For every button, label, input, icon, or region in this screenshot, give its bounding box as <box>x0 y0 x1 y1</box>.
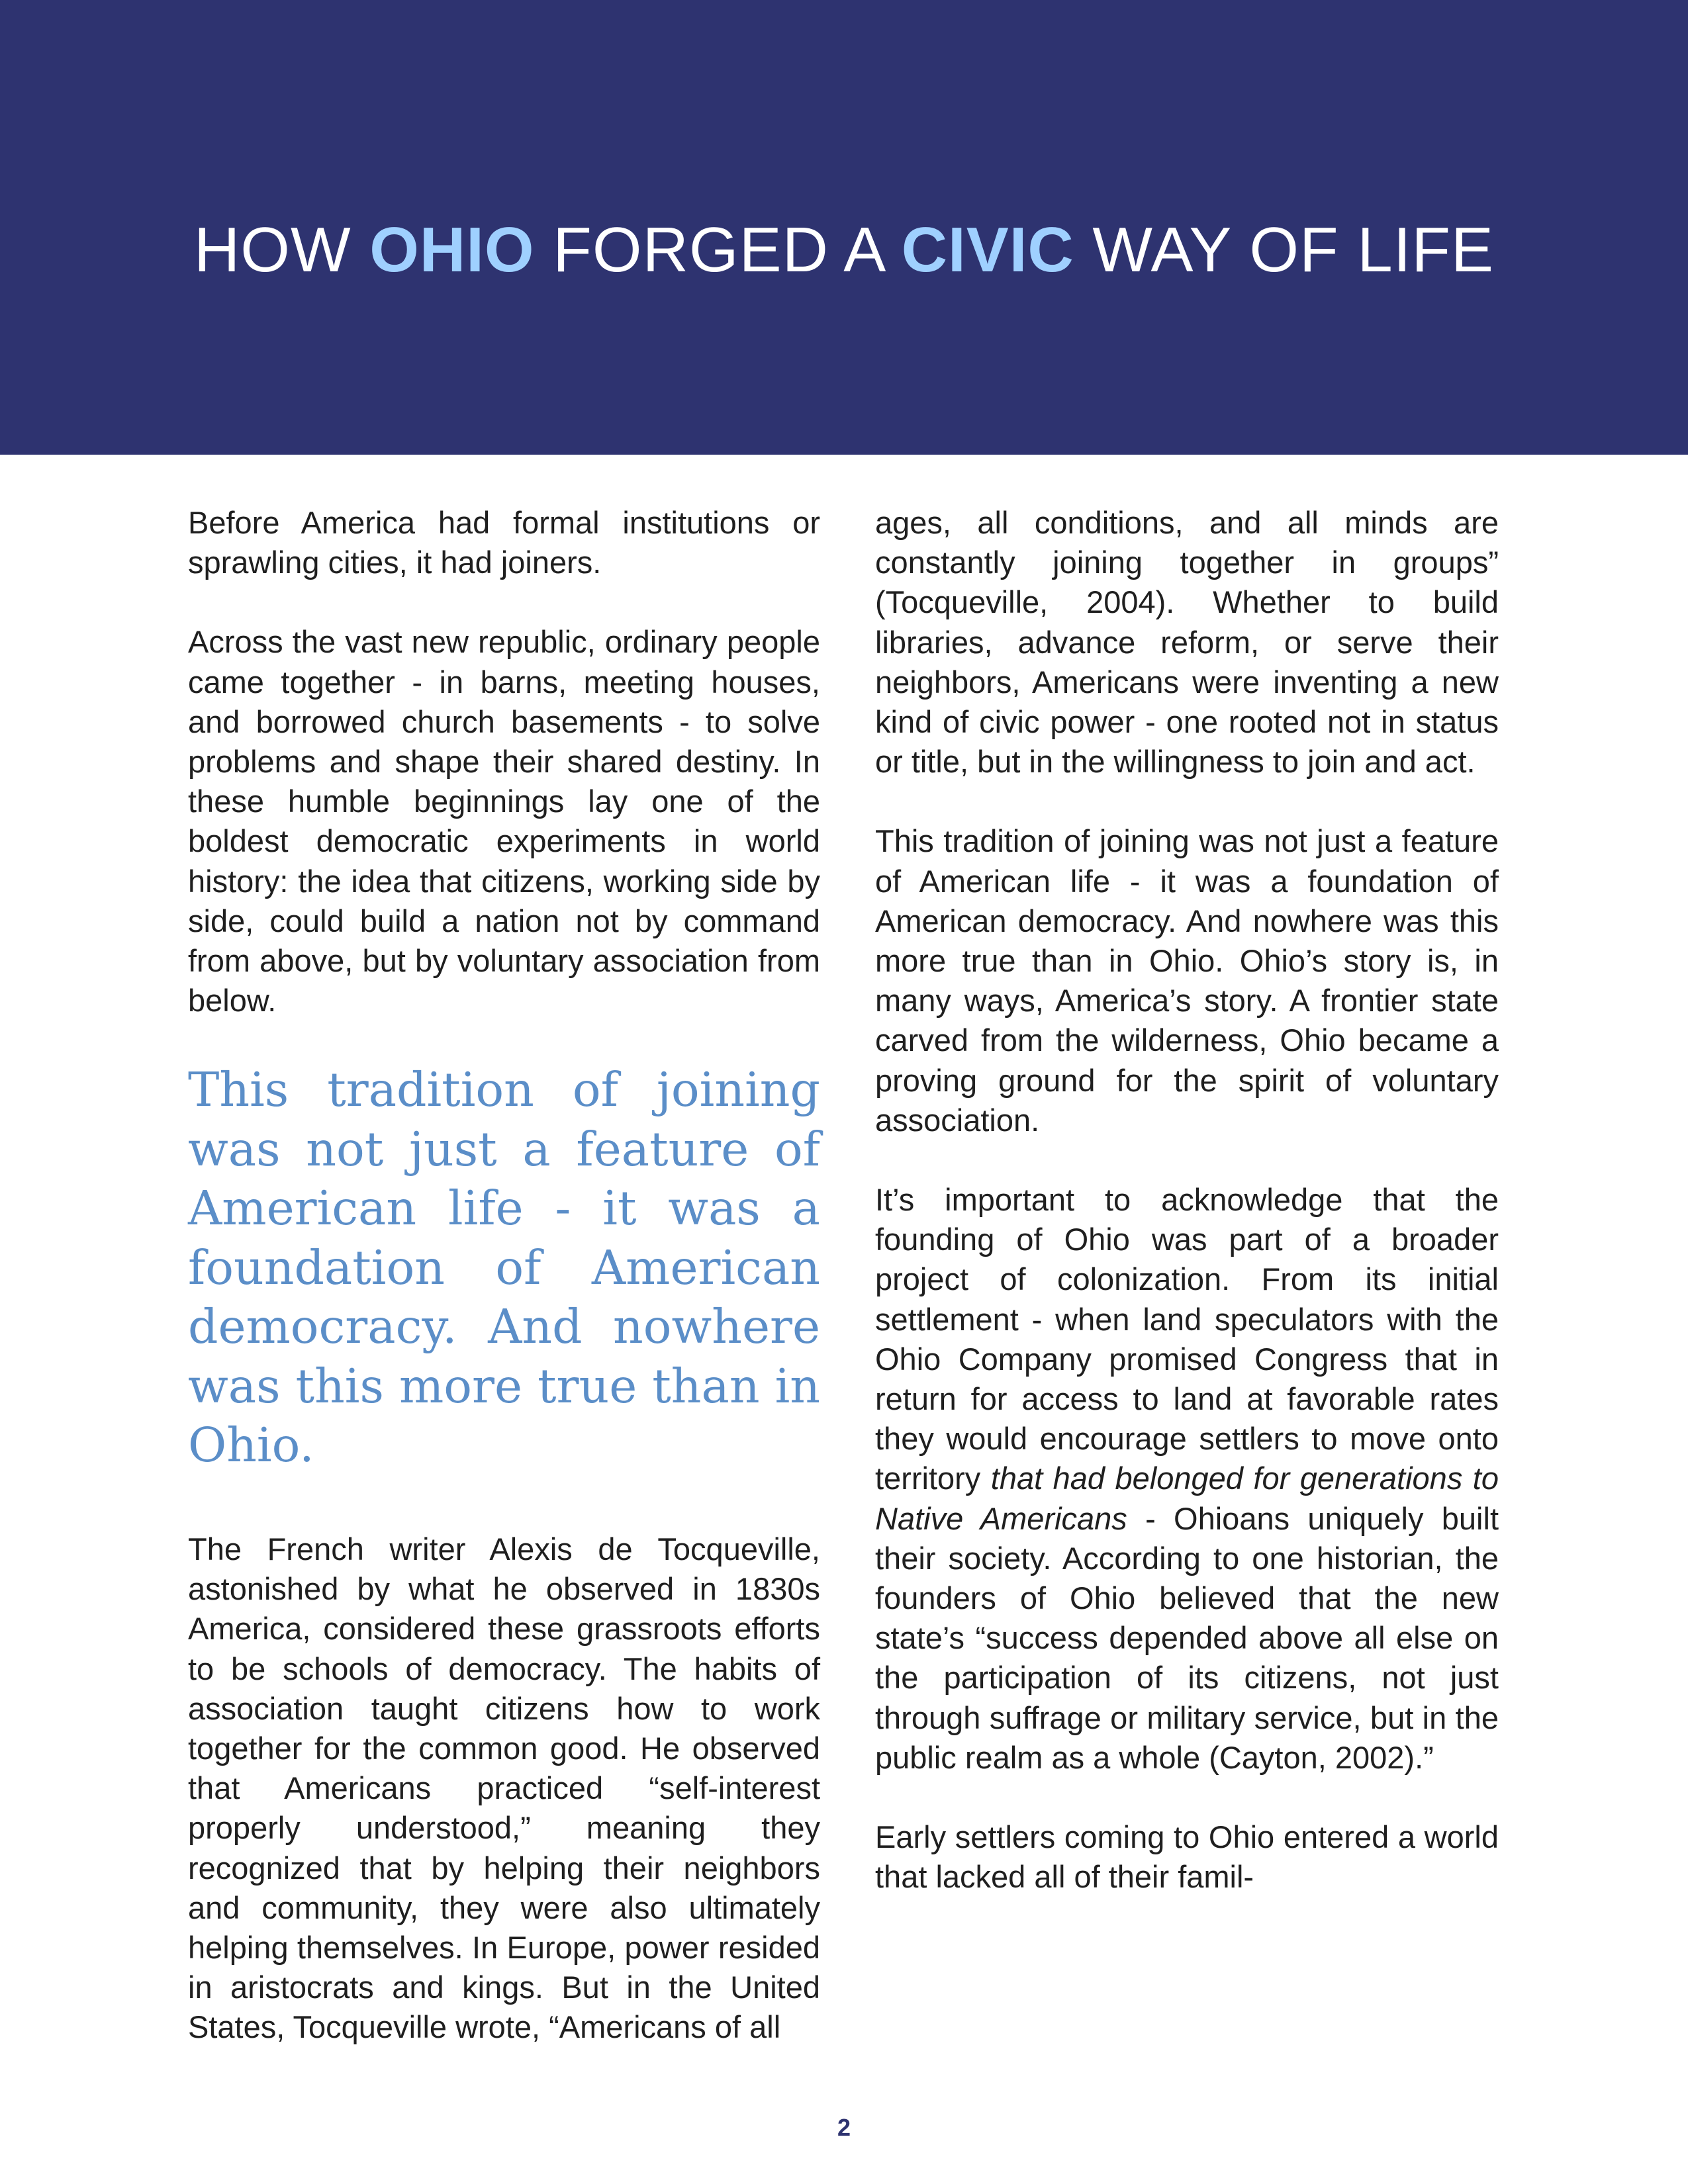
title-highlight-ohio: OHIO <box>369 214 535 285</box>
paragraph-ohio-story: This tradition of joining was not just a feature of American life - it was a foundation of American democracy. And nowhere was this more true than in Ohio. Ohio’s story is, in many ways, America’s story. A frontier state carved from the wilderness, Ohio became a proving ground for the spirit of voluntary association. <box>875 823 1499 1138</box>
colonization-italic: that had belonged for generations to Native Americans <box>875 1461 1499 1536</box>
left-column <box>188 503 820 2087</box>
title-highlight-civic: CIVIC <box>901 214 1074 285</box>
paragraph-republic: Across the vast new republic, ordinary people came together - in barns, meeting houses, and borrowed church basements - to solve problems and shape their shared destiny. In these humble beginnings lay one of the boldest democratic experiments in world history: the idea that citizens, working side by side, could build a nation not by command from above, but by voluntary association from below. <box>188 624 820 1019</box>
title-text-3: WAY OF LIFE <box>1074 214 1495 285</box>
page-number: 2 <box>837 2114 851 2141</box>
paragraph-civic-power: ages, all conditions, and all minds are constantly joining together in groups” (Tocqueville, 2004). Whether to build libraries, advance reform, or serve their neighbors, Americans were inventing a new kind of civic power - one rooted not in status or title, but in the willingness to join and act. <box>875 505 1499 780</box>
paragraph-intro: Before America had formal institutions or sprawling cities, it had joiners. <box>188 505 820 580</box>
paragraph-colonization <box>875 1180 1499 1778</box>
title-text-1: HOW <box>193 214 370 285</box>
paragraph-tocqueville: The French writer Alexis de Tocqueville, astonished by what he observed in 1830s America, considered these grassroots efforts to be schools of democracy. The habits of association taught citizens how to work together for the common good. He observed that Americans practiced “self-interest properly understood,” meaning they recognized that by helping their neighbors and community, they were also ultimately helping themselves. In Europe, power resided in aristocrats and kings. But in the United States, Tocqueville wrote, “Americans of all <box>188 1531 820 2045</box>
header-banner <box>0 0 1688 455</box>
paragraph-early-settlers: Early settlers coming to Ohio entered a world that lacked all of their famil- <box>875 1819 1499 1895</box>
title-text-2: FORGED A <box>534 214 902 285</box>
page-title <box>0 210 1688 290</box>
pull-quote: This tradition of joining was not just a feature of American life - it was a foundation of American democracy. And nowhere was this more true than in Ohio. <box>188 1062 820 1473</box>
colonization-text-end: - Ohioans uniquely built their society. According to one historian, the founders of Ohio believed that the new state’s “success depended above all else on the participation of its citizens, not just through suffrage or military service, but in the public realm as a whole (Cayton, 2002).” <box>875 1500 1499 1775</box>
right-column <box>875 503 1499 1937</box>
colonization-text-start: It’s important to acknowledge that the founding of Ohio was part of a broader project of colonization. From its initial settlement - when land speculators with the Ohio Company promised Congress that in return for access to land at favorable rates they would encourage settlers to move onto territory <box>875 1182 1499 1496</box>
